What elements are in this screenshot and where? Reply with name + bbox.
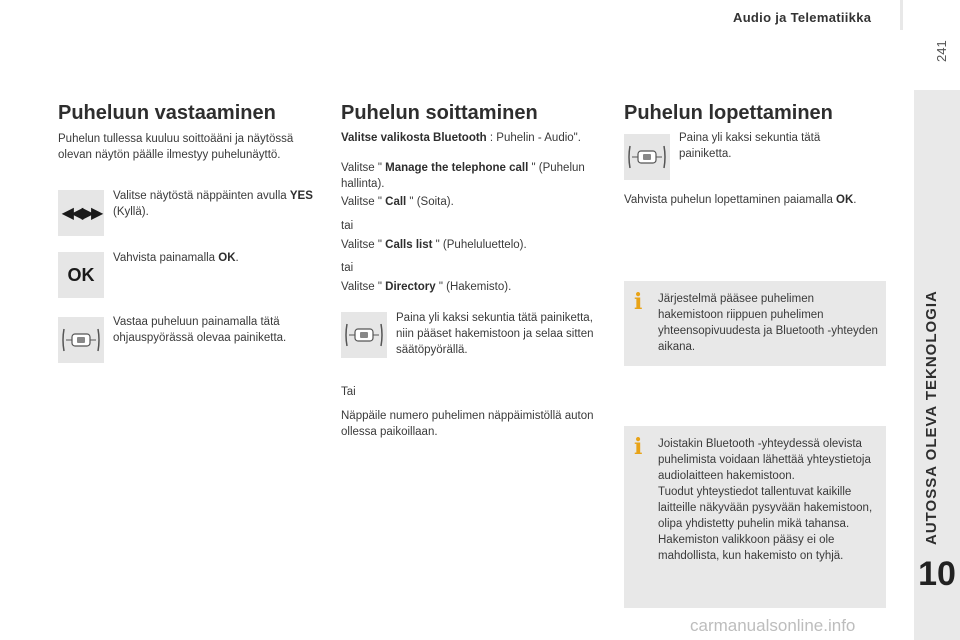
make-call-line3: Valitse " Call " (Soita). [341,196,454,208]
ok-button-icon: OK [58,252,104,298]
watermark: carmanualsonline.info [690,616,856,635]
chapter-label: AUTOSSA OLEVA TEKNOLOGIA [923,290,940,545]
info-icon: i [634,434,643,460]
info-box-contacts-transfer [624,426,886,608]
make-call-heading: Puhelun soittaminen [341,102,538,124]
answer-call-heading: Puheluun vastaaminen [58,102,276,124]
step-directory-wheel-button: Paina yli kaksi sekuntia tätä painiketta, niin pääset hakemistoon ja selaa sitten säätöpyörällä. [396,312,594,356]
section-header-title: Audio ja Telematiikka [733,10,872,25]
answer-call-intro: Puhelun tullessa kuuluu soittoääni ja näytössä olevan näytön päälle ilmestyy puhelunäyttö. [58,133,294,161]
info-icon: i [634,289,643,315]
or-text-3: Tai [341,386,356,398]
header-divider [900,0,903,30]
make-call-line1: Valitse valikosta Bluetooth : Puhelin - Audio". [341,132,581,144]
info-box-directory-access [624,281,886,366]
steering-wheel-button-icon [624,134,670,180]
step-end-wheel-button: Paina yli kaksi sekuntia tätä painiketta. [679,132,821,160]
end-call-confirm: Vahvista puhelun lopettaminen paiamalla OK. [624,194,857,206]
chapter-number: 10 [918,555,956,593]
end-call-heading: Puhelun lopettaminen [624,102,833,124]
or-text-1: tai [341,220,354,232]
make-call-line2: Valitse " Manage the telephone call " (Puhelun hallinta). [341,162,585,190]
or-text-2: tai [341,262,354,274]
step-answer-wheel-button: Vastaa puheluun painamalla tätä ohjauspyörässä olevaa painiketta. [113,316,287,344]
info-text-2: Joistakin Bluetooth -yhteydessä olevista puhelimista voidaan lähettää yhteystietoja audiolaitteen hakemistoon. Tuodut yhteystiedot tallentuvat kaikille laitteille näkyvään pysyvään hakemistoon, olipa yhdistetty puhelin mikä tahansa. Hakemiston valikkoon pääsy ei ole mahdollista, kun hakemisto on tyhjä. [658,438,873,562]
steering-wheel-button-icon [341,312,387,358]
info-text-1: Järjestelmä pääsee puhelimen hakemistoon riippuen puhelimen yhteensopivuudesta ja Bluetooth -yhteyden aikana. [658,293,878,353]
make-call-line4: Valitse " Calls list " (Puheluluettelo). [341,239,527,251]
step-confirm-ok: Vahvista painamalla OK. [113,252,239,264]
steering-wheel-button-icon [58,317,104,363]
seek-arrows-icon: ◀◀ ▶▶ [58,190,104,236]
make-call-line5: Valitse " Directory " (Hakemisto). [341,281,512,293]
page-number: 241 [934,40,949,62]
step-select-yes: Valitse näytöstä näppäinten avulla YES (Kyllä). [113,190,313,218]
make-call-keypad: Näppäile numero puhelimen näppäimistöllä auton ollessa paikoillaan. [341,410,594,438]
